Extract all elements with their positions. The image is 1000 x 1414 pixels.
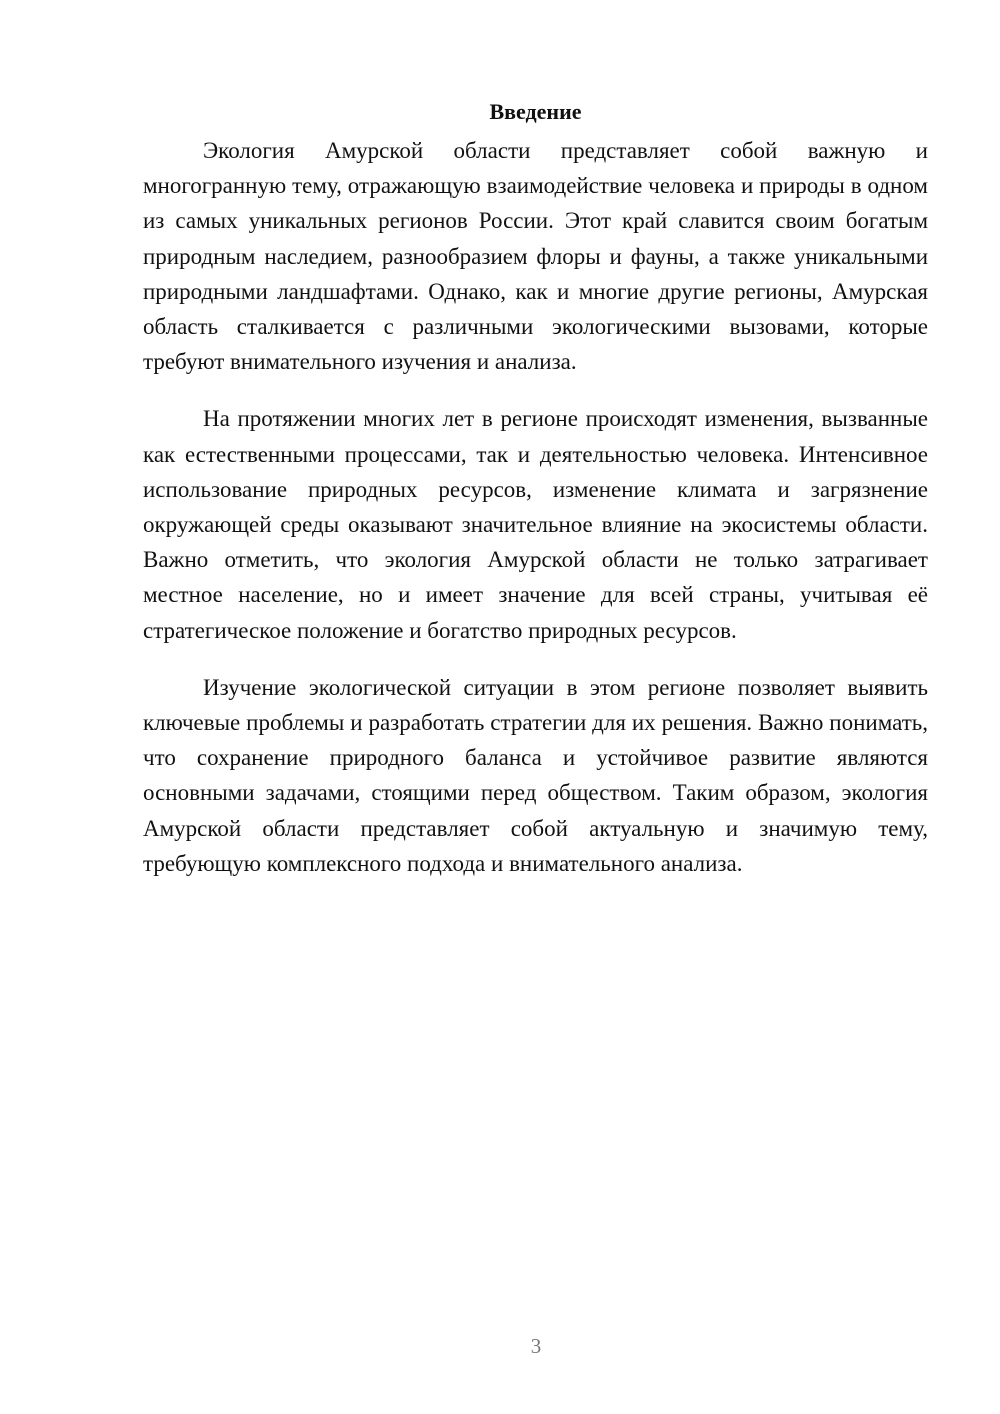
document-body (143, 97, 928, 903)
paragraph-1: Экология Амурской области представляет собой важную и многогранную тему, отражающую взаимодействие человека и природы в одном из самых уникальных регионов России. Этот край славится своим богатым природным наследием, разнообразием флоры и фауны, а также уникальными природными ландшафтами. Однако, как и многие другие регионы, Амурская область сталкивается с различными экологическими вызовами, которые требуют внимательного изучения и анализа. (143, 138, 928, 375)
page-number: 3 (530, 1334, 542, 1358)
paragraph-2: На протяжении многих лет в регионе происходят изменения, вызванные как естественными процессами, так и деятельностью человека. Интенсивное использование природных ресурсов, изменение климата и загрязнение окружающей среды оказывают значительное влияние на экосистемы области. Важно отметить, что экология Амурской области не только затрагивает местное население, но и имеет значение для всей страны, учитывая её стратегическое положение и богатство природных ресурсов. (143, 406, 928, 643)
paragraph-3: Изучение экологической ситуации в этом регионе позволяет выявить ключевые проблемы и разработать стратегии для их решения. Важно понимать, что сохранение природного баланса и устойчивое развитие являются основными задачами, стоящими перед обществом. Таким образом, экология Амурской области представляет собой актуальную и значимую тему, требующую комплексного подхода и внимательного анализа. (143, 674, 928, 876)
section-title: Введение (489, 99, 582, 124)
